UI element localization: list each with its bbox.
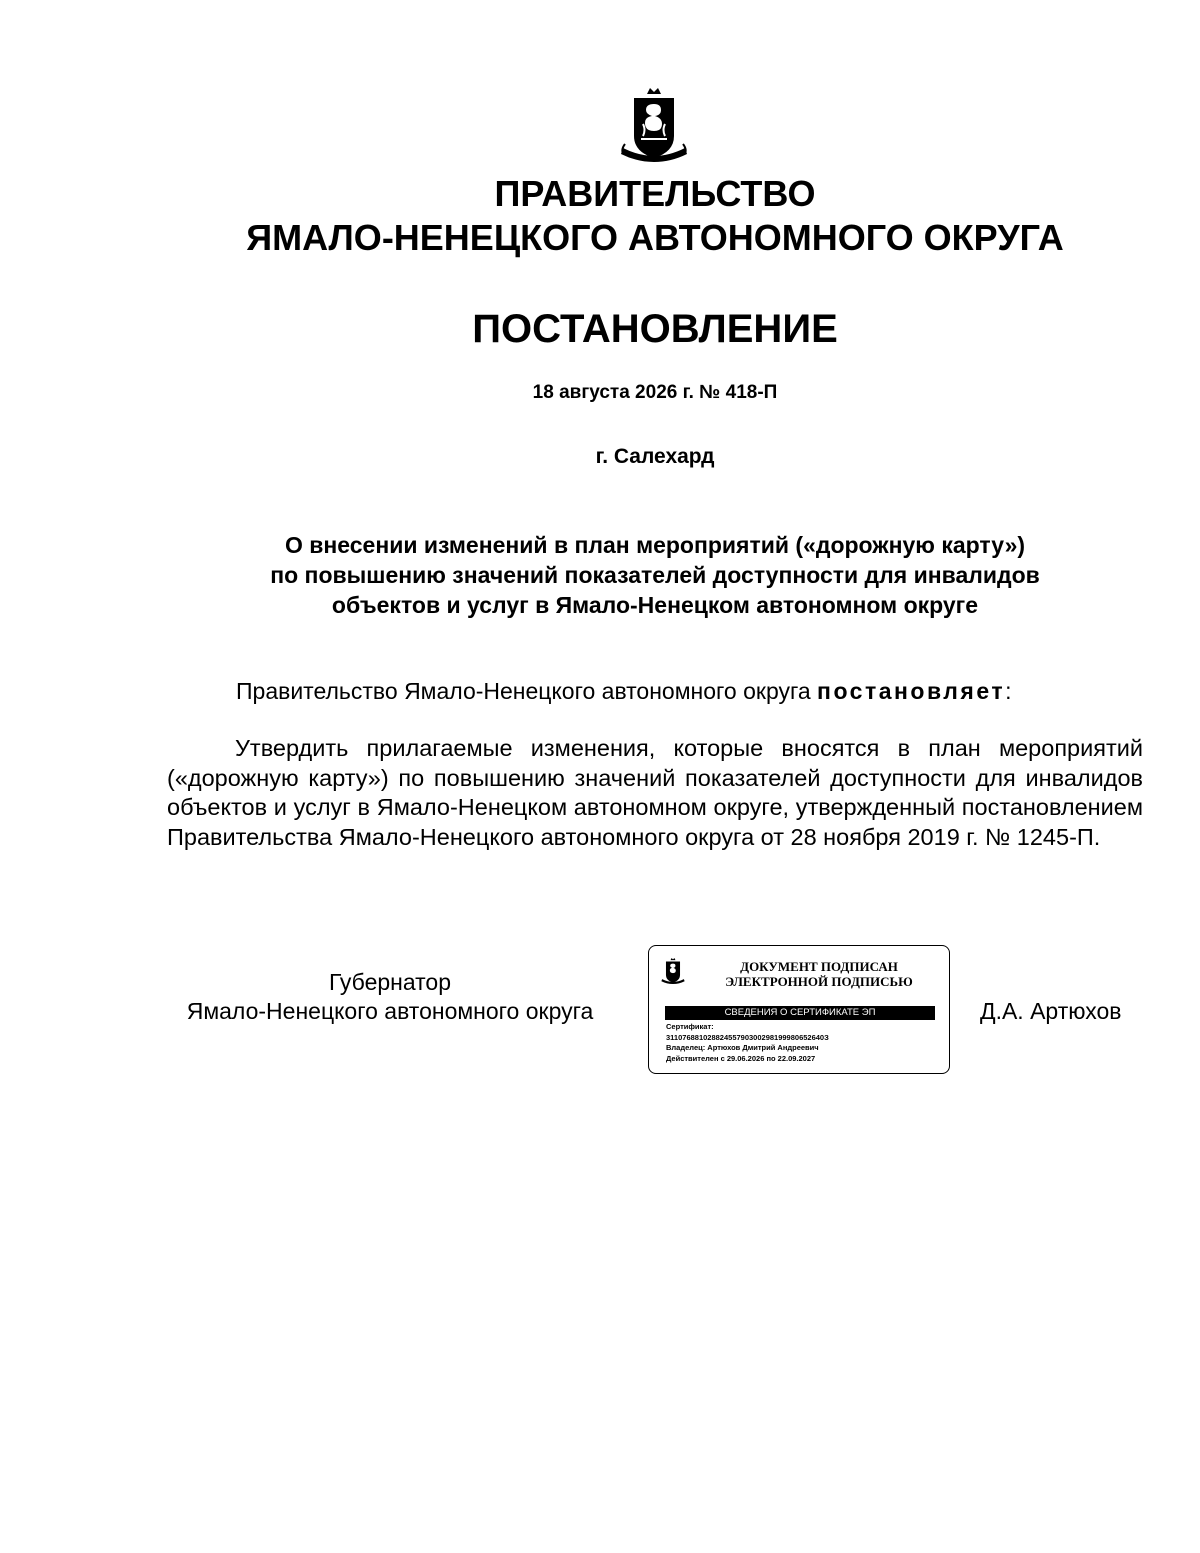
position-line2: Ямало-Ненецкого автономного округа <box>186 998 594 1024</box>
stamp-certificate-bar: СВЕДЕНИЯ О СЕРТИФИКАТЕ ЭП <box>665 1006 935 1020</box>
gov-title-line1: ПРАВИТЕЛЬСТВО <box>494 173 816 214</box>
signatory-name: Д.А. Артюхов <box>980 998 1122 1024</box>
document-date-number: 18 августа 2026 г. № 418-П <box>532 382 778 403</box>
preamble-text: Правительство Ямало-Ненецкого автономного округа <box>236 678 818 704</box>
electronic-signature-stamp <box>648 945 950 1074</box>
stamp-title <box>699 959 939 989</box>
stamp-title-line2: ЭЛЕКТРОННОЙ ПОДПИСЬЮ <box>725 974 913 989</box>
preamble-emphasis: постановляет <box>817 678 1006 704</box>
document-subject <box>170 530 1140 620</box>
document-type: ПОСТАНОВЛЕНИЕ <box>472 307 838 351</box>
preamble <box>236 677 1011 705</box>
stamp-cert-label: Сертификат: <box>666 1022 714 1031</box>
stamp-cert-number: 31107688102882455790300298199980652640З <box>666 1032 829 1042</box>
yamal-coat-of-arms-icon <box>660 954 686 988</box>
subject-line1: О внесении изменений в план мероприятий («дорожную карту») <box>284 532 1026 558</box>
body-paragraph: Утвердить прилагаемые изменения, которые вносятся в план мероприятий («дорожную карту») по повышению значений показателей доступности для инвалидов объектов и услуг в Ямало-Ненецком автономном округе, утвержденный постановлением Правительства Ямало-Ненецкого автономного округа от 28 ноября 2019 г. № 1245-П. <box>167 735 1143 850</box>
subject-line3: объектов и услуг в Ямало-Ненецком автономном округе <box>331 592 979 618</box>
subject-line2: по повышению значений показателей доступности для инвалидов <box>270 562 1040 588</box>
stamp-certificate-info <box>666 1022 829 1064</box>
stamp-owner: Владелец: Артюхов Дмитрий Андреевич <box>666 1043 819 1052</box>
signatory-position <box>160 968 620 1026</box>
stamp-valid: Действителен с 29.06.2026 по 22.09.2027 <box>666 1053 816 1063</box>
document-city: г. Салехард <box>595 445 715 468</box>
stamp-title-line1: ДОКУМЕНТ ПОДПИСАН <box>740 959 898 974</box>
gov-title-line2: ЯМАЛО-НЕНЕЦКОГО АВТОНОМНОГО ОКРУГА <box>246 217 1064 258</box>
preamble-end: : <box>1005 678 1012 704</box>
position-line1: Губернатор <box>328 969 452 995</box>
yamal-coat-of-arms-icon <box>617 84 691 166</box>
